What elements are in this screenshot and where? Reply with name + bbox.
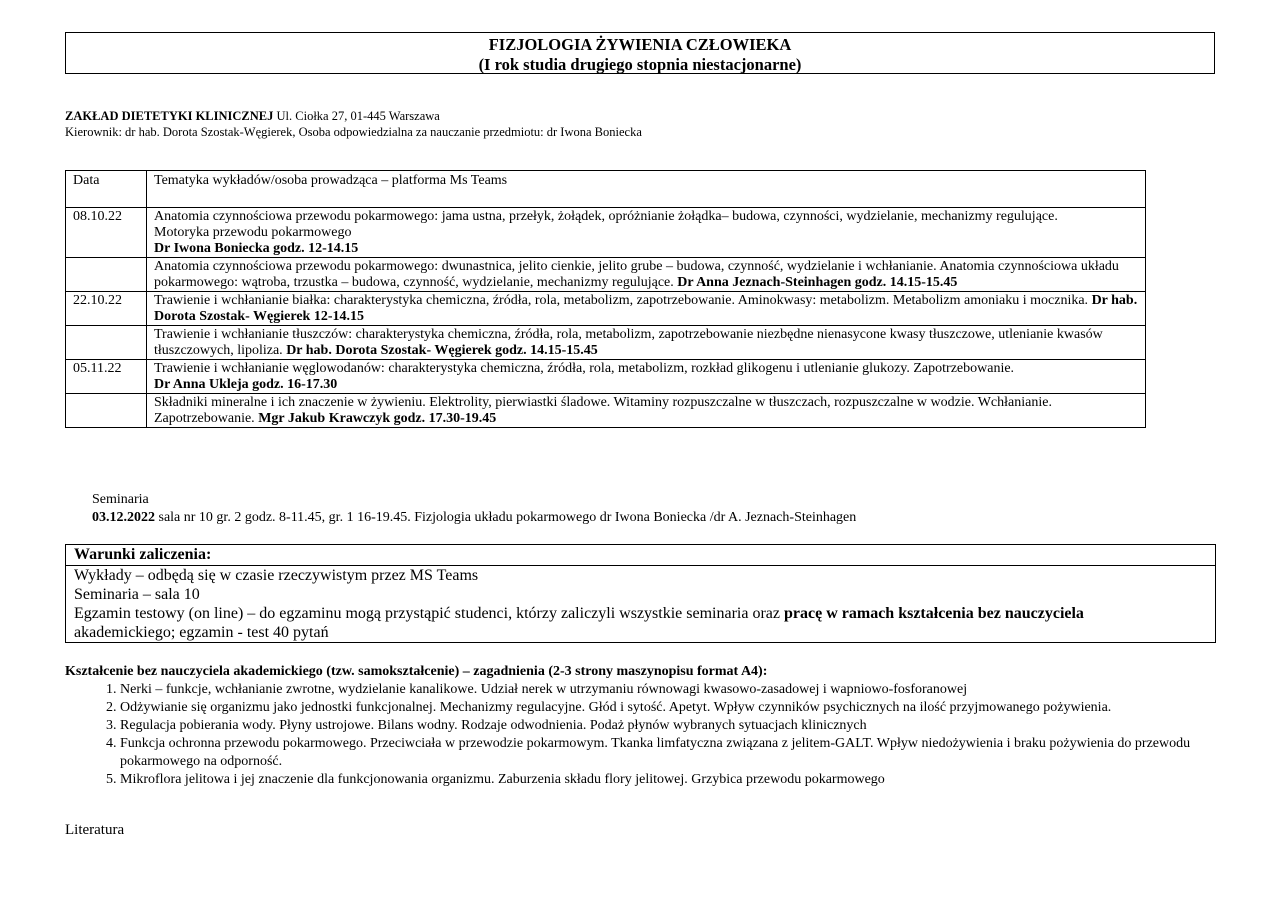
conditions-box [65,544,1216,643]
table-header-row [66,171,1146,208]
department-info [65,108,642,140]
table-row [66,208,1146,258]
page-title: FIZJOLOGIA ŻYWIENIA CZŁOWIEKA [488,35,792,54]
row-lecturer: Dr Iwona Boniecka godz. 12-14.15 [154,241,359,256]
row-lecturer: Dr Anna Jeznach-Steinhagen godz. 14.15-15.45 [677,275,958,290]
table-row [66,360,1146,394]
row-lecturer: Dr hab. Dorota Szostak- Węgierek 12-14.15 [154,293,1138,324]
row-date: 05.11.22 [66,360,147,394]
page-subtitle: (I rok studia drugiego stopnia niestacjonarne) [478,55,802,74]
row-topic: Trawienie i wchłanianie tłuszczów: charakterystyka chemiczna, źródła, rola, metabolizm, zapotrzebowanie niezbędne nienasycone kwasy tłuszczowe, utlenianie kwasów tłuszczowych, lipoliza. Dr hab. Dorota Szostak- Węgierek godz. 14.15-15.45 [147,326,1146,360]
department-address: Ul. Ciołka 27, 01-445 Warszawa [273,109,440,123]
list-item: 4. Funkcja ochronna przewodu pokarmowego. Przeciwciała w przewodzie pokarmowym. Tkanka limfatyczna związana z jelitem-GALT. Wpływ niedożywienia i braku pożywienia do przewodu pokarmowego na odporność. [120,735,1215,771]
table-row [66,326,1146,360]
list-item: 3. Regulacja pobierania wody. Płyny ustrojowe. Bilans wodny. Rodzaje odwodnienia. Podaż płynów wybranych sytuacjach klinicznych [120,717,1215,735]
self-study-list [65,681,1215,789]
row-topic: Trawienie i wchłanianie białka: charakterystyka chemiczna, źródła, rola, metabolizm, zapotrzebowanie. Aminokwasy: metabolizm. Metabolizm amoniaku i mocznika. Dr hab. Dorota Szostak- Węgierek 12-14.15 [147,292,1146,326]
row-date [66,326,147,360]
row-lecturer: Dr hab. Dorota Szostak- Węgierek godz. 14.15-15.45 [286,343,598,358]
table-row [66,258,1146,292]
list-item: 5. Mikroflora jelitowa i jej znaczenie dla funkcjonowania organizmu. Zaburzenia składu flory jelitowej. Grzybica przewodu pokarmowego [120,771,1215,789]
literature-heading: Literatura [65,822,125,838]
seminar-date: 03.12.2022 [92,510,155,525]
row-date: 08.10.22 [66,208,147,258]
conditions-heading: Warunki zaliczenia: [66,545,1215,566]
self-study-heading: Kształcenie bez nauczyciela akademickiego (tzw. samokształcenie) – zagadnienia (2-3 strony maszynopisu format A4): [65,664,768,679]
row-topic: Składniki mineralne i ich znaczenie w żywieniu. Elektrolity, pierwiastki śladowe. Witaminy rozpuszczalne w tłuszczach, rozpuszczalne w wodzie. Wchłanianie. Zapotrzebowanie. Mgr Jakub Krawczyk godz. 17.30-19.45 [147,394,1146,428]
table-row [66,292,1146,326]
seminar-details: sala nr 10 gr. 2 godz. 8-11.45, gr. 1 16-19.45. Fizjologia układu pokarmowego dr Iwona Boniecka /dr A. Jeznach-Steinhagen [155,510,857,525]
seminars-label: Seminaria [92,492,149,507]
table-row [66,394,1146,428]
schedule-table [65,170,1146,428]
row-topic: Anatomia czynnościowa przewodu pokarmowego: jama ustna, przełyk, żołądek, opróżnianie żołądka– budowa, czynności, wydzielanie, mechanizmy regulujące. Motoryka przewodu pokarmowego Dr Iwona Boniecka godz. 12-14.15 [147,208,1146,258]
conditions-line: akademickiego; egzamin - test 40 pytań [74,624,329,641]
row-topic: Anatomia czynnościowa przewodu pokarmowego: dwunastnica, jelito cienkie, jelito grube – budowa, czynność, wydzielanie i wchłanianie. Anatomia czynnościowa układu pokarmowego: wątroba, trzustka – budowa, czynność, wydzielanie, mechanizmy regulujące. Dr Anna Jeznach-Steinhagen godz. 14.15-15.45 [147,258,1146,292]
list-item: 1. Nerki – funkcje, wchłanianie zwrotne, wydzielanie kanalikowe. Udział nerek w utrzymaniu równowagi kwasowo-zasadowej i wapniowo-fosforanowej [120,681,1215,699]
department-name: ZAKŁAD DIETETYKI KLINICZNEJ [65,109,274,123]
conditions-line: Egzamin testowy (on line) – do egzaminu mogą przystąpić studenci, którzy zaliczyli wszystkie seminaria oraz pracę w ramach kształcenia bez nauczyciela [74,605,1084,622]
seminars-section [92,491,856,527]
row-date [66,258,147,292]
list-item: 2. Odżywianie się organizmu jako jednostki funkcjonalnej. Mechanizmy regulacyjne. Głód i sytość. Apetyt. Wpływ czynników psychicznych na ilość przyjmowanego pożywienia. [120,699,1215,717]
title-box [65,32,1215,74]
row-date: 22.10.22 [66,292,147,326]
conditions-line: Wykłady – odbędą się w czasie rzeczywistym przez MS Teams [74,567,479,584]
row-lecturer: Dr Anna Ukleja godz. 16-17.30 [154,377,338,392]
header-date: Data [66,171,147,208]
header-topic: Tematyka wykładów/osoba prowadząca – platforma Ms Teams [147,171,1146,208]
self-study-section [65,663,1215,789]
row-date [66,394,147,428]
row-topic: Trawienie i wchłanianie węglowodanów: charakterystyka chemiczna, źródła, rola, metabolizm, rozkład glikogenu i utlenianie glukozy. Zapotrzebowanie. Dr Anna Ukleja godz. 16-17.30 [147,360,1146,394]
row-lecturer: Mgr Jakub Krawczyk godz. 17.30-19.45 [258,411,497,426]
conditions-line: Seminaria – sala 10 [74,586,200,603]
department-staff: Kierownik: dr hab. Dorota Szostak-Węgierek, Osoba odpowiedzialna za nauczanie przedmiotu: dr Iwona Boniecka [65,125,642,139]
